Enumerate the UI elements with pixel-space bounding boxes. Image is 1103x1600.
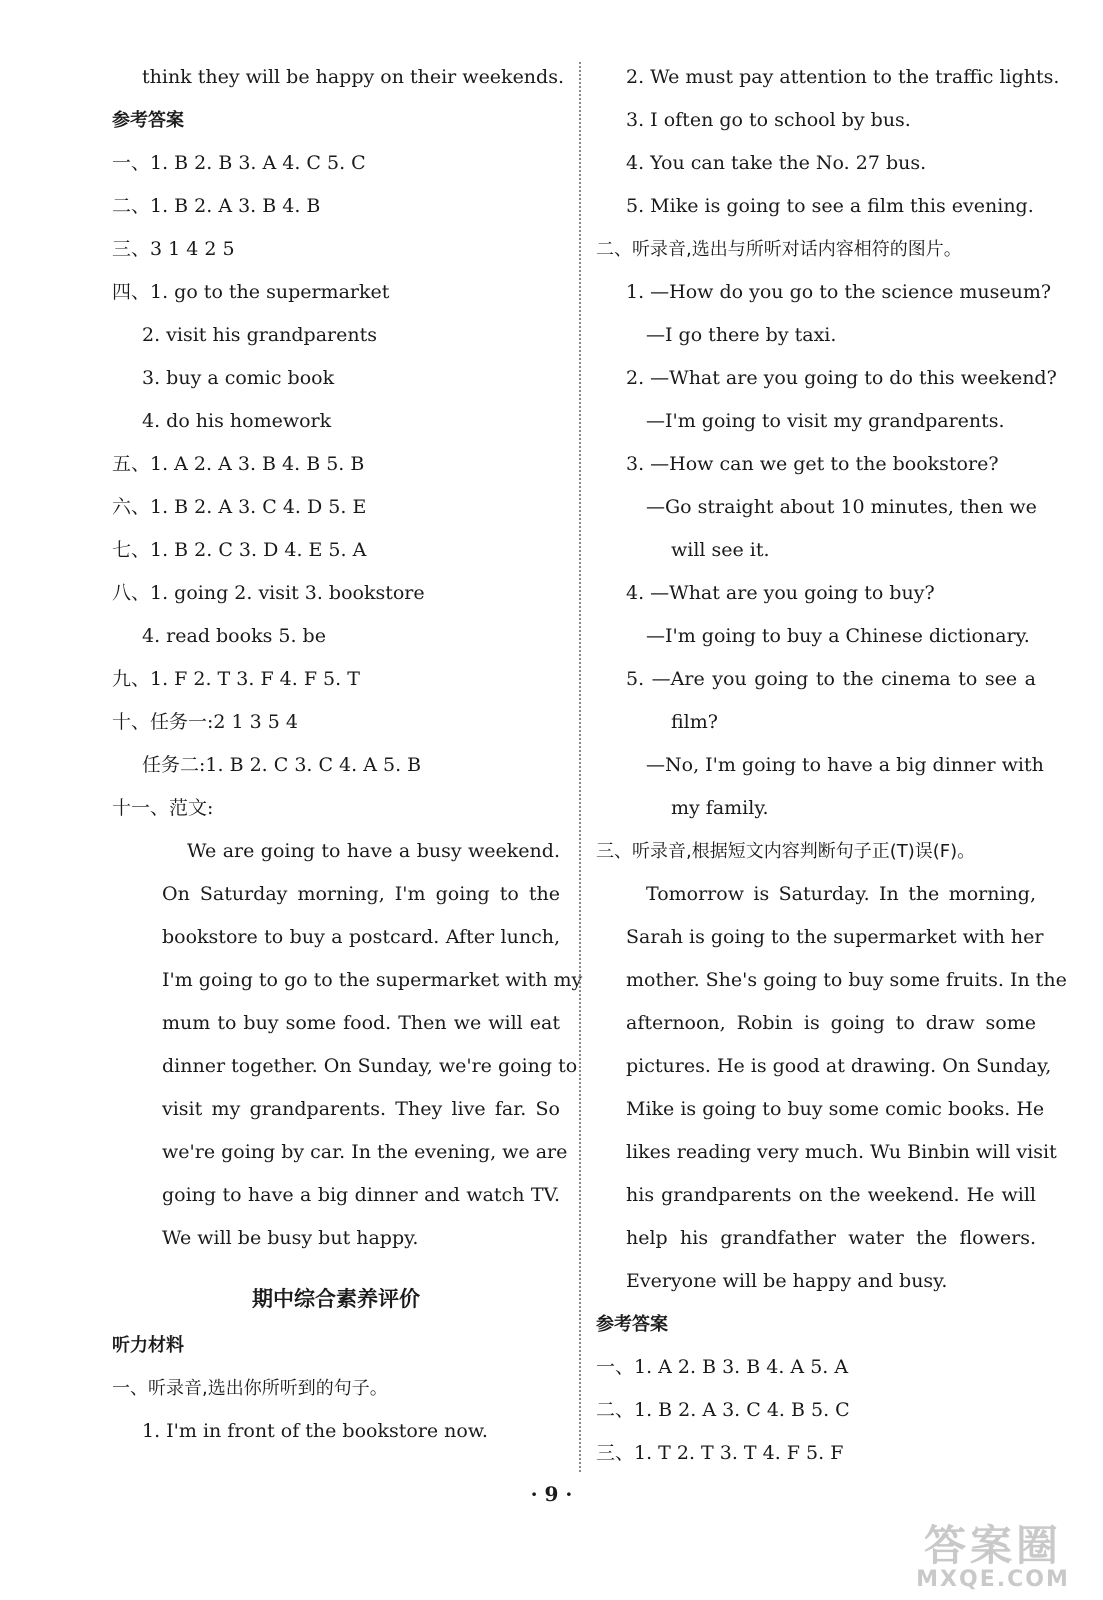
text-line: 4. —What are you going to buy?	[626, 582, 935, 604]
section-title: 期中综合素养评价	[252, 1287, 420, 1311]
text-line: —No, I'm going to have a big dinner with	[646, 754, 1044, 776]
text-line: —I'm going to visit my grandparents.	[646, 410, 1005, 432]
watermark-logo	[903, 1521, 1083, 1594]
text-line: dinner together. On Sunday, we're going to	[162, 1055, 578, 1077]
text-line: pictures. He is good at drawing. On Sunday,	[626, 1055, 1052, 1077]
text-line: We will be busy but happy.	[162, 1227, 419, 1249]
text-line: 5. —Are you going to the cinema to see a	[626, 668, 1036, 690]
text-line: 六、1. B 2. A 3. C 4. D 5. E	[112, 496, 367, 518]
left-column-tail	[112, 1324, 560, 1453]
text-line: 五、1. A 2. A 3. B 4. B 5. B	[112, 453, 365, 475]
text-line: 八、1. going 2. visit 3. bookstore	[112, 582, 425, 604]
text-line: 2. —What are you going to do this weekend?	[626, 367, 1057, 389]
text-line: mum to buy some food. Then we will eat	[162, 1012, 560, 1034]
text-line: —I'm going to buy a Chinese dictionary.	[646, 625, 1030, 647]
text-line: 3. —How can we get to the bookstore?	[626, 453, 999, 475]
watermark-line-1: 答案圈	[923, 1521, 1062, 1570]
text-line: 一、听录音,选出你所听到的句子。	[112, 1378, 388, 1399]
text-line: my family.	[671, 797, 769, 819]
text-line: mother. She's going to buy some fruits. In the	[626, 969, 1067, 991]
text-line: 二、1. B 2. A 3. C 4. B 5. C	[596, 1399, 850, 1421]
text-line: Mike is going to buy some comic books. He	[626, 1098, 1045, 1120]
text-line: 一、1. B 2. B 3. A 4. C 5. C	[112, 152, 366, 174]
text-line: 二、听录音,选出与所听对话内容相符的图片。	[596, 239, 962, 260]
text-line: I'm going to go to the supermarket with my	[162, 969, 583, 991]
right-column-body	[596, 56, 1067, 1475]
text-line: 4. do his homework	[142, 410, 332, 432]
text-line: 参考答案	[112, 110, 184, 131]
text-line: Sarah is going to the supermarket with her	[626, 926, 1044, 948]
text-line: 九、1. F 2. T 3. F 4. F 5. T	[112, 668, 360, 690]
text-line: —I go there by taxi.	[646, 324, 837, 346]
text-line: 三、1. T 2. T 3. T 4. F 5. F	[596, 1442, 844, 1464]
text-line: 三、3 1 4 2 5	[112, 238, 235, 260]
text-line: 十一、范文:	[112, 797, 214, 819]
text-line: 4. You can take the No. 27 bus.	[626, 152, 927, 174]
text-line: 4. read books 5. be	[142, 625, 326, 647]
left-column-body	[112, 56, 583, 1260]
right-column	[596, 56, 1067, 1475]
text-line: 参考答案	[596, 1314, 668, 1335]
text-line: 十、任务一:2 1 3 5 4	[112, 711, 299, 733]
text-line: afternoon, Robin is going to draw some	[626, 1012, 1036, 1034]
text-line: bookstore to buy a postcard. After lunch,	[162, 926, 560, 948]
text-line: Tomorrow is Saturday. In the morning,	[646, 883, 1036, 905]
text-line: 3. I often go to school by bus.	[626, 109, 911, 131]
text-line: film?	[671, 711, 718, 733]
text-line: —Go straight about 10 minutes, then we	[646, 496, 1037, 518]
text-line: 2. visit his grandparents	[142, 324, 377, 346]
text-line: 四、1. go to the supermarket	[112, 281, 390, 303]
text-line: his grandparents on the weekend. He will	[626, 1184, 1036, 1206]
text-line: We are going to have a busy weekend.	[187, 840, 560, 862]
column-divider	[579, 62, 581, 1472]
text-line: will see it.	[671, 539, 770, 561]
text-line: think they will be happy on their weekends.	[142, 66, 564, 88]
text-line: 七、1. B 2. C 3. D 4. E 5. A	[112, 539, 367, 561]
text-line: visit my grandparents. They live far. So	[162, 1098, 560, 1120]
text-line: 一、1. A 2. B 3. B 4. A 5. A	[596, 1356, 849, 1378]
text-line: 三、听录音,根据短文内容判断句子正(T)误(F)。	[596, 841, 976, 862]
left-column	[112, 56, 583, 1453]
text-line: 二、1. B 2. A 3. B 4. B	[112, 195, 321, 217]
page-number: · 9 ·	[530, 1482, 573, 1506]
text-line: 2. We must pay attention to the traffic lights.	[626, 66, 1060, 88]
text-line: help his grandfather water the flowers.	[626, 1227, 1036, 1249]
text-line: 1. I'm in front of the bookstore now.	[142, 1420, 488, 1442]
text-line: 5. Mike is going to see a film this evening.	[626, 195, 1034, 217]
text-line: On Saturday morning, I'm going to the	[162, 883, 560, 905]
text-line: going to have a big dinner and watch TV.	[162, 1184, 560, 1206]
text-line: 1. —How do you go to the science museum?	[626, 281, 1052, 303]
text-line: likes reading very much. Wu Binbin will visit	[626, 1141, 1057, 1163]
text-line: we're going by car. In the evening, we are	[162, 1141, 568, 1163]
text-line: Everyone will be happy and busy.	[626, 1270, 948, 1292]
text-line: 任务二:1. B 2. C 3. C 4. A 5. B	[142, 754, 422, 776]
text-line: 3. buy a comic book	[142, 367, 335, 389]
text-line: 听力材料	[112, 1335, 184, 1356]
watermark-line-2: MXQE.COM	[916, 1567, 1070, 1592]
